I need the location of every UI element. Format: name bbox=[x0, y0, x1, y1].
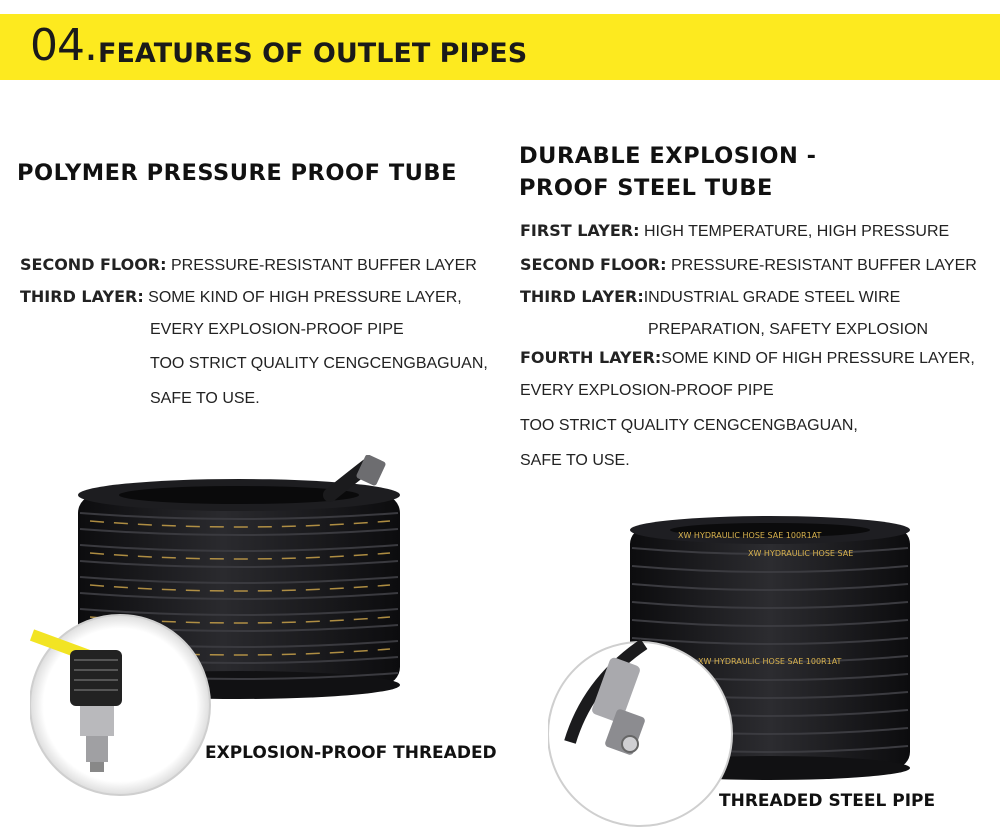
right-hose-coil-image bbox=[548, 512, 1000, 832]
right-second-label: SECOND FLOOR: bbox=[520, 255, 667, 274]
left-caption: EXPLOSION-PROOF THREADED bbox=[205, 743, 497, 763]
right-second-floor bbox=[520, 255, 977, 275]
right-third-label: THIRD LAYER: bbox=[520, 287, 644, 306]
left-heading: POLYMER PRESSURE PROOF TUBE bbox=[17, 160, 457, 186]
right-third-cont: PREPARATION, SAFETY EXPLOSION bbox=[648, 321, 929, 338]
left-second-text: PRESSURE-RESISTANT BUFFER LAYER bbox=[166, 257, 477, 274]
right-second-text: PRESSURE-RESISTANT BUFFER LAYER bbox=[666, 257, 977, 274]
right-caption: THREADED STEEL PIPE bbox=[719, 791, 936, 811]
right-heading-line1: DURABLE EXPLOSION - bbox=[519, 143, 817, 169]
right-third-text: INDUSTRIAL GRADE STEEL WIRE bbox=[643, 289, 901, 306]
left-line-4: TOO STRICT QUALITY CENGCENGBAGUAN, bbox=[150, 355, 488, 372]
section-title: FEATURES OF OUTLET PIPES bbox=[98, 38, 528, 69]
section-number: 04. bbox=[30, 20, 97, 71]
left-second-floor bbox=[20, 255, 477, 275]
right-fourth-text: SOME KIND OF HIGH PRESSURE LAYER, bbox=[661, 350, 975, 367]
left-third-text: SOME KIND OF HIGH PRESSURE LAYER, bbox=[143, 289, 462, 306]
left-third-layer bbox=[20, 287, 462, 307]
hose-print-3: XW HYDRAULIC HOSE SAE 100R1AT bbox=[698, 657, 842, 666]
right-fourth-layer bbox=[520, 348, 975, 368]
right-line-6: EVERY EXPLOSION-PROOF PIPE bbox=[520, 382, 774, 399]
right-heading-line2: PROOF STEEL TUBE bbox=[519, 175, 773, 201]
left-third-label: THIRD LAYER: bbox=[20, 287, 144, 306]
section-banner bbox=[0, 14, 1000, 80]
hose-print-2: XW HYDRAULIC HOSE SAE bbox=[748, 549, 854, 558]
right-fourth-label: FOURTH LAYER: bbox=[520, 348, 662, 367]
right-first-label: FIRST LAYER: bbox=[520, 221, 640, 240]
right-third-layer bbox=[520, 287, 900, 307]
right-line-8: SAFE TO USE. bbox=[520, 452, 630, 469]
hose-print-1: XW HYDRAULIC HOSE SAE 100R1AT bbox=[678, 531, 822, 540]
left-line-5: SAFE TO USE. bbox=[150, 390, 260, 407]
left-line-3: EVERY EXPLOSION-PROOF PIPE bbox=[150, 321, 404, 338]
left-second-label: SECOND FLOOR: bbox=[20, 255, 167, 274]
right-line-7: TOO STRICT QUALITY CENGCENGBAGUAN, bbox=[520, 417, 858, 434]
right-first-layer bbox=[520, 221, 949, 241]
right-first-text: HIGH TEMPERATURE, HIGH PRESSURE bbox=[639, 223, 950, 240]
